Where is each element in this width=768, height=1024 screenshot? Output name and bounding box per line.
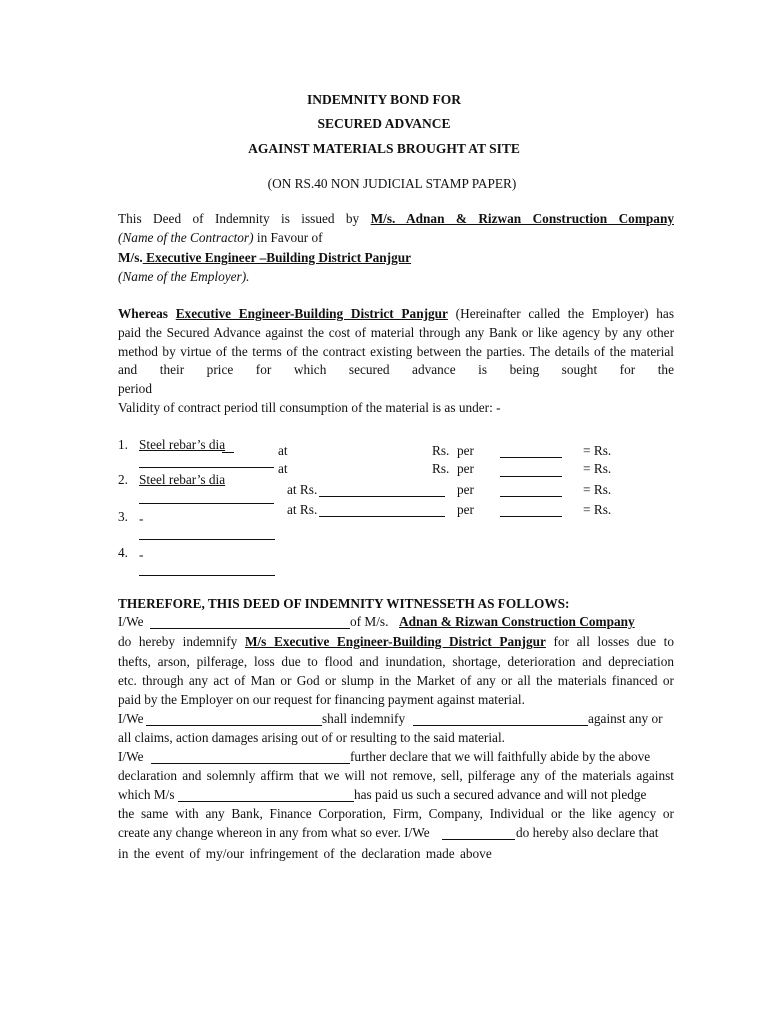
- therefore-line-4: etc. through any act of Man or God or slump in the Market of any or all the materials financed or: [118, 673, 674, 688]
- item-number-2: 2.: [118, 472, 128, 487]
- shall-indemnify: shall indemnify: [322, 711, 406, 726]
- item-desc-4: -: [139, 547, 144, 562]
- contractor-name: M/s. Adnan & Rizwan Construction Company: [370, 211, 674, 226]
- whereas-line-1-rest: (Hereinafter called the Employer) has: [455, 306, 674, 321]
- iwe-blank-4[interactable]: [442, 839, 515, 840]
- employer-caption: (Name of the Employer).: [118, 269, 250, 284]
- item-desc-2: Steel rebar’s dia: [139, 472, 226, 487]
- whereas-line-3: method by virtue of the terms of the contract existing between the parties. The details of the material: [118, 344, 674, 359]
- whereas-employer: Executive Engineer-Building District Panjgur: [175, 306, 448, 321]
- item-desc-3: -: [139, 511, 144, 526]
- therefore-line-2: [118, 634, 674, 650]
- therefore-name-blank-3[interactable]: [151, 763, 350, 764]
- therefore-iwe-1: I/We: [118, 614, 144, 629]
- therefore-line-3: thefts, arson, pilferage, loss due to flood and inundation, shortage, deterioration and depreciation: [118, 654, 674, 669]
- therefore-name-blank-1[interactable]: [150, 628, 350, 629]
- item-2-blank[interactable]: [139, 503, 274, 504]
- item-1b-rs: Rs.: [432, 461, 450, 476]
- title-line-3: AGAINST MATERIALS BROUGHT AT SITE: [248, 141, 520, 156]
- further-declare: further declare that we will faithfully abide by the above: [350, 749, 651, 764]
- item-2-eq-rs: = Rs.: [583, 482, 612, 497]
- employer-name: Executive Engineer –Building District Panjgur: [142, 250, 412, 265]
- item-1b-per: per: [457, 461, 474, 476]
- item-1-extra-blank[interactable]: [139, 467, 274, 468]
- therefore-line-13: in the event of my/our infringement of the declaration made above: [118, 846, 492, 861]
- item-2-rate-blank[interactable]: [319, 496, 445, 497]
- item-1b-unit-blank[interactable]: [500, 476, 562, 477]
- item-2-at-rs: at Rs.: [287, 482, 318, 497]
- therefore-contractor: Adnan & Rizwan Construction Company: [399, 614, 635, 629]
- therefore-line-7: all claims, action damages arising out of or resulting to the said material.: [118, 730, 505, 745]
- whereas-line-1: [118, 306, 674, 322]
- which-ms-blank[interactable]: [178, 801, 354, 802]
- item-1-at: at: [278, 443, 288, 458]
- intro-line-3: [118, 250, 411, 266]
- item-3-eq-rs: = Rs.: [583, 502, 612, 517]
- title-line-1: INDEMNITY BOND FOR: [306, 92, 461, 107]
- indemnify-prefix: do hereby indemnify: [118, 634, 238, 649]
- item-1-per: per: [457, 443, 474, 458]
- indemnify-suffix: for all losses due to: [553, 634, 675, 649]
- item-number-3: 3.: [118, 509, 128, 524]
- stamp-paper-note: (ON RS.40 NON JUDICIAL STAMP PAPER): [267, 176, 517, 191]
- item-3-blank[interactable]: [139, 539, 275, 540]
- indemnify-employer: M/s Executive Engineer-Building District Panjgur: [244, 634, 546, 649]
- whereas-lead: Whereas: [118, 306, 168, 321]
- contractor-caption: (Name of the Contractor): [118, 230, 254, 245]
- item-number-4: 4.: [118, 545, 128, 560]
- item-1b-eq-rs: = Rs.: [583, 461, 612, 476]
- item-4-blank[interactable]: [139, 575, 275, 576]
- item-1-rs: Rs.: [432, 443, 450, 458]
- therefore-line-12a: create any change whereon in any from what so ever. I/We: [118, 825, 430, 840]
- therefore-line-11: the same with any Bank, Finance Corporation, Firm, Company, Individual or the like agency or: [118, 806, 674, 821]
- item-1-eq-rs: = Rs.: [583, 443, 612, 458]
- employer-prefix: M/s.: [118, 250, 143, 265]
- in-favour-text: in Favour of: [253, 230, 323, 245]
- whereas-line-6: Validity of contract period till consumption of the material is as under: -: [118, 400, 501, 415]
- item-1-unit-blank[interactable]: [500, 457, 562, 458]
- item-2-unit-blank[interactable]: [500, 496, 562, 497]
- item-3-unit-blank[interactable]: [500, 516, 562, 517]
- therefore-line-9: declaration and solemnly affirm that we will not remove, sell, pilferage any of the materials against: [118, 768, 674, 783]
- item-number-1: 1.: [118, 437, 128, 452]
- title-line-2: SECURED ADVANCE: [317, 116, 451, 131]
- which-ms: which M/s: [118, 787, 175, 802]
- has-paid: has paid us such a secured advance and will not pledge: [354, 787, 647, 802]
- whereas-line-4: and their price for which secured advance is being sought for the: [118, 362, 674, 377]
- against-any-or: against any or: [588, 711, 663, 726]
- therefore-party-blank[interactable]: [413, 725, 588, 726]
- therefore-iwe-3: I/We: [118, 749, 144, 764]
- item-3-rate-blank[interactable]: [319, 516, 445, 517]
- intro-line-2: [118, 230, 323, 246]
- issued-by-text: This Deed of Indemnity is issued by: [118, 211, 360, 226]
- therefore-of-ms: of M/s.: [350, 614, 389, 629]
- therefore-heading: THEREFORE, THIS DEED OF INDEMNITY WITNESSETH AS FOLLOWS:: [118, 596, 570, 611]
- item-1b-at: at: [278, 461, 288, 476]
- whereas-line-5: period: [118, 381, 152, 396]
- whereas-line-2: paid the Secured Advance against the cost of material through any Bank or like agency by any other: [118, 325, 674, 340]
- therefore-line-12b: do hereby also declare that: [516, 825, 659, 840]
- therefore-iwe-2: I/We: [118, 711, 144, 726]
- intro-line-1: [118, 211, 674, 227]
- item-2-per: per: [457, 482, 474, 497]
- item-3-per: per: [457, 502, 474, 517]
- item-desc-1: Steel rebar’s dia: [139, 437, 226, 452]
- therefore-name-blank-2[interactable]: [146, 725, 322, 726]
- therefore-line-5: paid by the Employer on our request for financing payment against material.: [118, 692, 525, 707]
- item-1-desc-tail: [222, 452, 234, 453]
- item-3-at-rs: at Rs.: [287, 502, 318, 517]
